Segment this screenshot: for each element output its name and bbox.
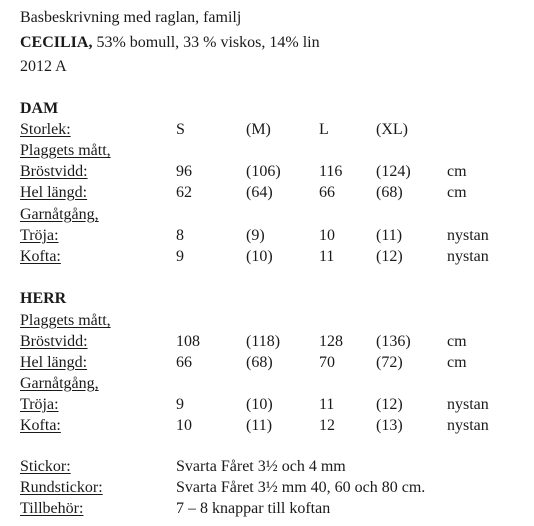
pattern-name: CECILIA, <box>20 34 93 51</box>
cell-m: (9) <box>246 227 265 244</box>
cell-m: (10) <box>246 248 273 265</box>
section-title-dam: DAM <box>20 100 59 117</box>
size-s: S <box>176 121 185 138</box>
row-label: Hel längd: <box>20 184 88 201</box>
materials-row-accessories <box>0 499 534 519</box>
table-row <box>0 332 534 352</box>
cell-m: (64) <box>246 184 273 201</box>
cell-xl: (124) <box>376 163 411 180</box>
cell-l: 10 <box>319 227 335 244</box>
size-l: L <box>319 121 329 138</box>
cell-unit: cm <box>447 184 467 201</box>
cell-unit: nystan <box>447 396 489 413</box>
cell-unit: cm <box>447 163 467 180</box>
cell-l: 12 <box>319 417 335 434</box>
row-label: Bröstvidd: <box>20 333 88 350</box>
materials-row-circular-needles <box>0 478 534 498</box>
cell-xl: (72) <box>376 354 403 371</box>
cell-l: 128 <box>319 333 343 350</box>
table-row <box>0 247 534 267</box>
materials-value: Svarta Fåret 3½ och 4 mm <box>176 458 346 475</box>
cell-s: 9 <box>176 248 184 265</box>
table-row <box>0 353 534 373</box>
size-row <box>0 120 534 140</box>
cell-xl: (136) <box>376 333 411 350</box>
materials-value: 7 – 8 knappar till koftan <box>176 500 331 517</box>
cell-xl: (11) <box>376 227 403 244</box>
pattern-code: 2012 A <box>20 58 67 75</box>
cell-s: 96 <box>176 163 192 180</box>
cell-l: 70 <box>319 354 335 371</box>
document-subtitle: Basbeskrivning med raglan, familj <box>20 9 242 26</box>
cell-s: 8 <box>176 227 184 244</box>
cell-unit: cm <box>447 354 467 371</box>
materials-value: Svarta Fåret 3½ mm 40, 60 och 80 cm. <box>176 479 426 496</box>
row-label: Hel längd: <box>20 354 88 371</box>
cell-xl: (13) <box>376 417 403 434</box>
cell-s: 66 <box>176 354 192 371</box>
table-row <box>0 183 534 203</box>
cell-l: 66 <box>319 184 335 201</box>
materials-label: Stickor: <box>20 458 71 475</box>
cell-l: 116 <box>319 163 343 180</box>
cell-m: (118) <box>246 333 281 350</box>
cell-unit: nystan <box>447 417 489 434</box>
row-label: Bröstvidd: <box>20 163 88 180</box>
materials-label: Tillbehör: <box>20 500 84 517</box>
materials-row-needles <box>0 457 534 477</box>
cell-l: 11 <box>319 396 335 413</box>
yarn-composition: 53% bomull, 33 % viskos, 14% lin <box>92 34 320 51</box>
cell-unit: cm <box>447 333 467 350</box>
row-label: Kofta: <box>20 248 61 265</box>
cell-unit: nystan <box>447 227 489 244</box>
cell-m: (106) <box>246 163 281 180</box>
cell-l: 11 <box>319 248 335 265</box>
cell-xl: (12) <box>376 248 403 265</box>
measure-heading: Plaggets mått, <box>20 312 111 329</box>
size-m: (M) <box>246 121 271 138</box>
cell-s: 62 <box>176 184 192 201</box>
row-label: Kofta: <box>20 417 61 434</box>
table-row <box>0 416 534 436</box>
cell-xl: (68) <box>376 184 403 201</box>
size-xl: (XL) <box>376 121 408 138</box>
yarn-heading: Garnåtgång, <box>20 206 99 223</box>
row-label: Tröja: <box>20 396 59 413</box>
cell-unit: nystan <box>447 248 489 265</box>
pattern-name-line <box>20 33 320 53</box>
cell-s: 108 <box>176 333 200 350</box>
cell-s: 9 <box>176 396 184 413</box>
cell-m: (11) <box>246 417 273 434</box>
table-row <box>0 226 534 246</box>
section-title-herr: HERR <box>20 290 67 307</box>
cell-xl: (12) <box>376 396 403 413</box>
table-row <box>0 162 534 182</box>
table-row <box>0 395 534 415</box>
cell-s: 10 <box>176 417 192 434</box>
yarn-heading: Garnåtgång, <box>20 375 99 392</box>
cell-m: (68) <box>246 354 273 371</box>
row-label: Tröja: <box>20 227 59 244</box>
size-label: Storlek: <box>20 121 71 138</box>
materials-label: Rundstickor: <box>20 479 103 496</box>
cell-m: (10) <box>246 396 273 413</box>
measure-heading: Plaggets mått, <box>20 142 111 159</box>
